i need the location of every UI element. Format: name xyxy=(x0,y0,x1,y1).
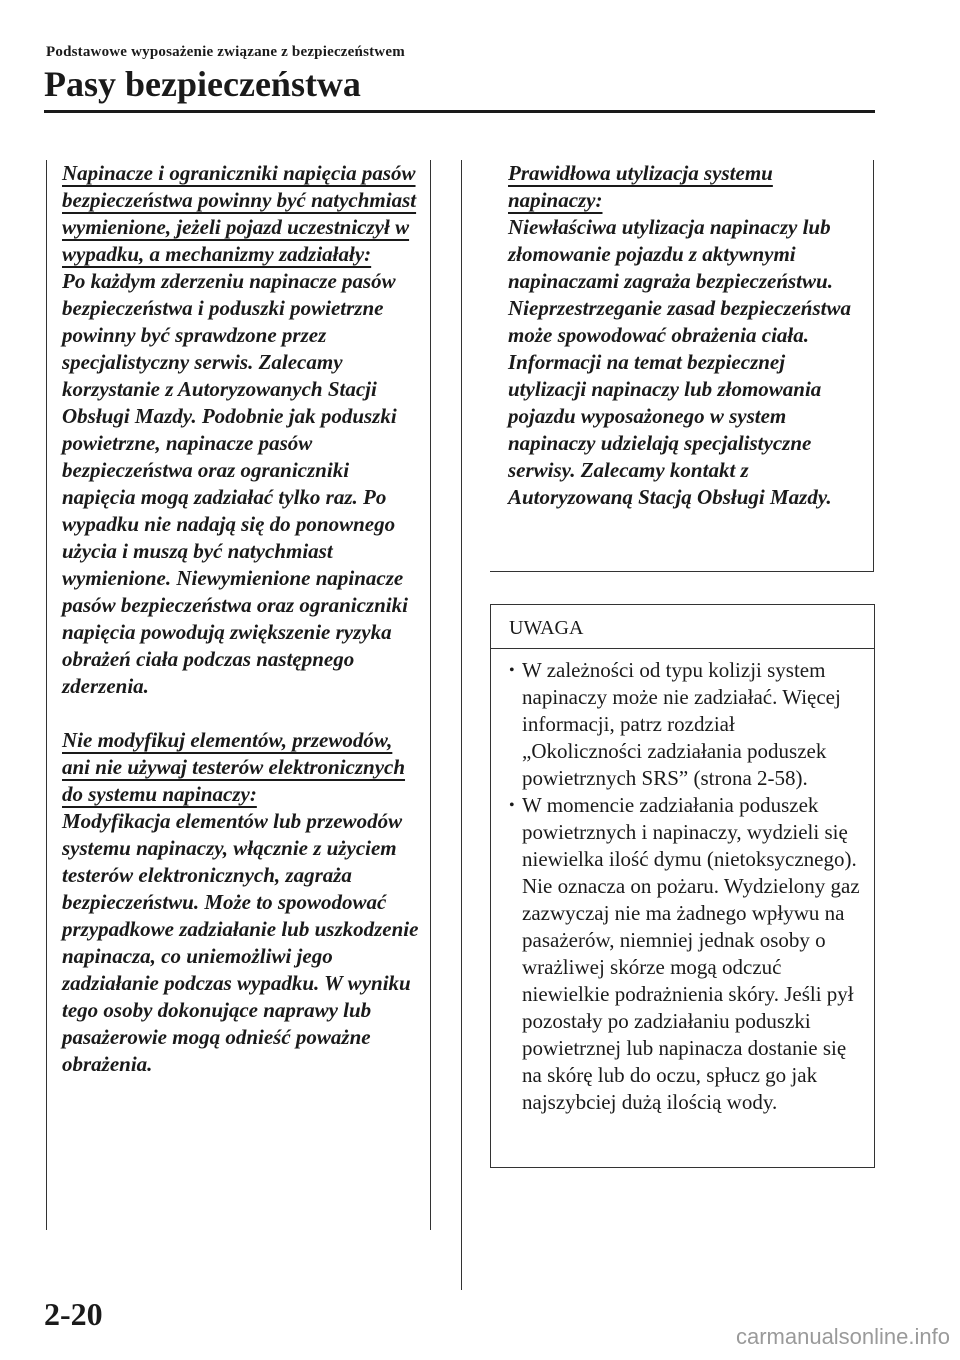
note-item xyxy=(509,657,860,792)
center-column-rule xyxy=(430,160,431,1230)
left-column-rule xyxy=(46,160,47,1230)
note-body xyxy=(491,649,874,1116)
warning-heading-modify: Nie modyfikuj elementów, przewodów, ani nie używaj testerów elektronicznych do systemu napinaczy: xyxy=(62,728,406,806)
warning-heading-disposal: Prawidłowa utylizacja systemu napinaczy: xyxy=(508,161,773,212)
right-warning-column xyxy=(508,160,868,511)
left-warning-column xyxy=(62,160,422,1078)
note-box xyxy=(490,604,875,1168)
bullet-icon: • xyxy=(509,662,515,679)
note-item-text: W momencie zadziałania poduszek powietrznych i napinaczy, wydzieli się niewielka ilość dymu (nietoksycznego). Nie oznacza on pożaru. Wydzielony gaz zazwyczaj nie ma żadnego wpływu na pasażerów, niemniej jednak osoby o wrażliwej skórze mogą odczuć niewielkie podrażnienia skóry. Jeśli pył pozostały po zadziałaniu poduszki powietrznej lub napinacza dostanie się na skórę lub do oczu, spłucz go jak najszybciej dużą ilością wody. xyxy=(522,793,860,1114)
note-item xyxy=(509,792,860,1116)
page-center-rule xyxy=(461,160,462,1290)
section-subtitle: Podstawowe wyposażenie związane z bezpieczeństwem xyxy=(46,44,405,60)
warning-heading-replace: Napinacze i ograniczniki napięcia pasów bezpieczeństwa powinny być natychmiast wymienione, jeżeli pojazd uczestniczył w wypadku, a mechanizmy zadziałały: xyxy=(62,161,417,266)
warning-body-disposal: Niewłaściwa utylizacja napinaczy lub złomowanie pojazdu z aktywnymi napinaczami zagraża bezpieczeństwu. Nieprzestrzeganie zasad bezpieczeństwa może spowodować obrażenia ciała. Informacji na temat bezpiecznej utylizacji napinaczy lub złomowania pojazdu wyposażonego w system napinaczy udzielają specjalistyczne serwisy. Zalecamy kontakt z Autoryzowaną Stacją Obsługi Mazdy. xyxy=(508,215,851,509)
note-label: UWAGA xyxy=(491,605,874,649)
bullet-icon: • xyxy=(509,797,515,814)
note-item-text: W zależności od typu kolizji system napinaczy może nie zadziałać. Więcej informacji, patrz rozdział „Okoliczności zadziałania poduszek powietrznych SRS” (strona 2-58). xyxy=(522,658,841,790)
warning-body-replace: Po każdym zderzeniu napinacze pasów bezpieczeństwa i poduszki powietrzne powinny być sprawdzone przez specjalistyczny serwis. Zalecamy korzystanie z Autoryzowanych Stacji Obsługi Mazdy. Podobnie jak poduszki powietrzne, napinacze pasów bezpieczeństwa oraz ograniczniki napięcia mogą zadziałać tylko raz. Po wypadku nie nadają się do ponownego użycia i muszą być natychmiast wymienione. Niewymienione napinacze pasów bezpieczeństwa oraz ograniczniki napięcia powodują zwiększenie ryzyka obrażeń ciała podczas następnego zderzenia. xyxy=(62,269,408,698)
warning-body-modify: Modyfikacja elementów lub przewodów systemu napinaczy, włącznie z użyciem testerów elektronicznych, zagraża bezpieczeństwu. Może to spowodować przypadkowe zadziałanie lub uszkodzenie napinacza, co uniemożliwi jego zadziałanie podczas wypadku. W wyniku tego osoby dokonujące naprawy lub pasażerowie mogą odnieść poważne obrażenia. xyxy=(62,809,419,1076)
page-title: Pasy bezpieczeństwa xyxy=(44,64,361,104)
watermark: carmanualsonline.info xyxy=(735,1324,950,1349)
page-number: 2-20 xyxy=(44,1296,103,1332)
title-divider xyxy=(44,110,875,113)
